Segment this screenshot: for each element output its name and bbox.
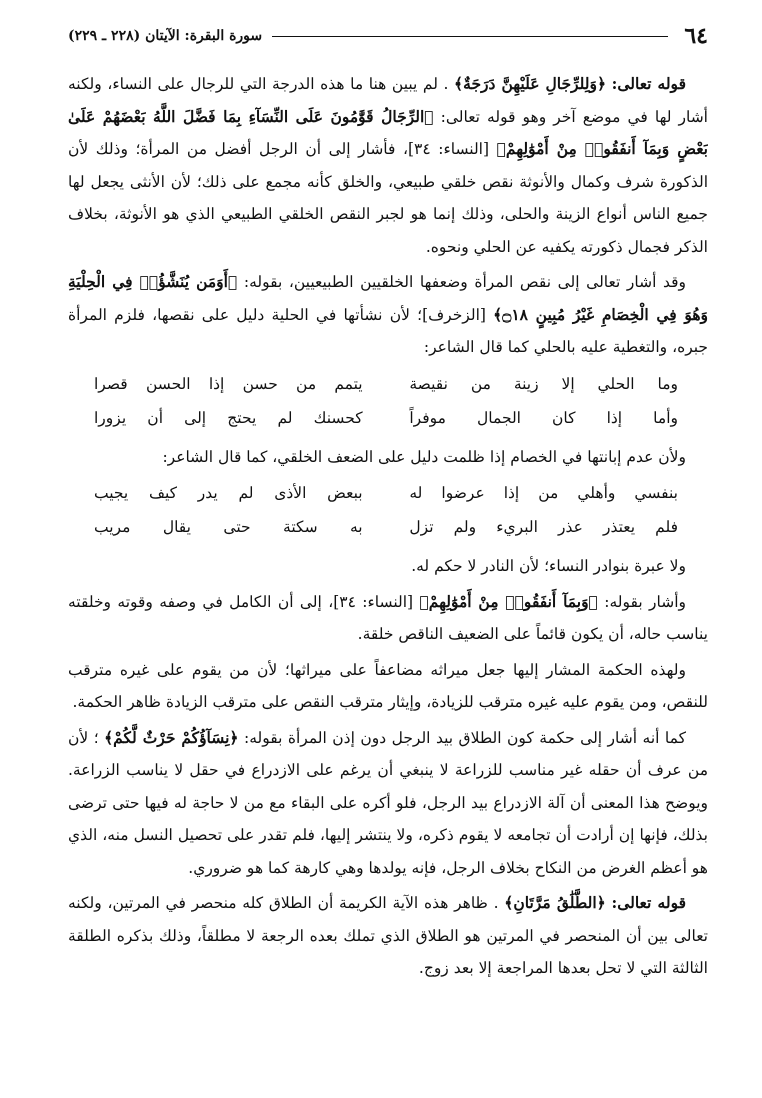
poem-verse <box>68 476 708 510</box>
verse-first-hemistich: وأما إذا كان الجمال موفراً <box>409 408 678 427</box>
paragraph-text: ولهذه الحكمة المشار إليها جعل ميراثه مضاعفاً على ميراثها؛ لأن من يقوم على غيره مترقب للنقص، ومن يقوم عليه غيره مترقب للزيادة، وإيثار مترقب النقص على مترقب الزيادة ظاهر الحكمة. <box>68 660 708 711</box>
header-rule <box>272 36 668 37</box>
quran-quote: ﴿وَبِمَآ أَنفَقُوا۟ مِنْ أَمْوَٰلِهِمْ﴾ <box>419 591 598 611</box>
paragraph-8 <box>68 887 708 985</box>
page-header <box>68 20 708 52</box>
paragraph-text: وأشار بقوله: <box>604 592 686 611</box>
page-number: ٦٤ <box>684 23 708 49</box>
paragraph-text: ؛ لأن من عرف أن حقله غير مناسب للزراعة لا ينبغي أن يرغم على الازدراع في حقل لا يناسب الزراعة. ويوضح هذا المعنى أن آلة الازدراع بيد الرجل، فلو أكره على البقاء مع من لا حاجة له فيها حتى ترضى بذلك، فإنها إن أرادت أن تجامعه لا يقوم ذكره، ولا ينتشر إليها، فلم تقدر على تحصيل النسل منه، الذي هو أعظم الغرض من النكاح بخلاف الرجل، فإنه يولدها وهي كارهة كما هو ضروري. <box>68 728 708 877</box>
paragraph-6 <box>68 654 708 719</box>
paragraph-5 <box>68 586 708 651</box>
paragraph-7 <box>68 722 708 885</box>
quran-quote: ﴿وَلِلرِّجَالِ عَلَيْهِنَّ دَرَجَةٌ﴾ <box>454 74 607 93</box>
verse-lead: قوله تعالى: <box>611 74 686 93</box>
poem-verse <box>68 510 708 544</box>
paragraph-text: . ظاهر هذه الآية الكريمة أن الطلاق كله منحصر في المرتين، ولكنه تعالى بين أن المنحصر في المرتين هو الطلاق الذي تملك بعده الرجعة لا مطلقاً، وذلك بذكره الطلقة الثالثة التي لا تحل بعدها المراجعة إلا بعد زوج. <box>68 894 708 977</box>
paragraph-text: كما أنه أشار إلى حكمة كون الطلاق بيد الرجل دون إذن المرأة بقوله: <box>243 728 686 747</box>
paragraph-text: وقد أشار تعالى إلى نقص المرأة وضعفها الخلقيين الطبيعيين، بقوله: <box>243 273 686 291</box>
verse-first-hemistich: بنفسي وأهلي من إذا عرضوا له <box>409 484 678 502</box>
verse-second-hemistich: ببعض الأذى لم يدر كيف يجيب <box>94 484 363 502</box>
poem-verse <box>68 401 708 435</box>
poem-1 <box>68 367 708 435</box>
quran-quote: ﴿الرِّجَالُ قَوَّٰمُونَ عَلَى النِّسَآءِ بِمَا فَضَّلَ اللَّهُ بَعْضَهُمْ عَلَىٰ بَعْضٍ وَبِمَآ أَنفَقُوا۟ مِنْ أَمْوَٰلِهِمْ﴾ <box>68 106 708 158</box>
quran-quote: ﴿أَوَمَن يُنَشَّؤُا۟ فِي الْحِلْيَةِ وَهُوَ فِي الْخِصَامِ غَيْرُ مُبِينٍ ۝١٨﴾ <box>68 272 708 324</box>
paragraph-2 <box>68 266 708 364</box>
paragraph-1 <box>68 68 708 263</box>
running-title: سورة البقرة: الآيتان (٢٢٨ ـ ٢٢٩) <box>68 28 263 44</box>
quran-quote: ﴿الطَّلَٰقُ مَرَّتَانِ﴾ <box>504 893 606 912</box>
paragraph-text: ولأن عدم إبانتها في الخصام إذا ظلمت دليل على الضعف الخلقي، كما قال الشاعر: <box>162 447 686 466</box>
paragraph-text: [النساء: ٣٤]، إلى أن الكامل في وصفه وقوته وخلقته يناسب حاله، أن يكون قائماً على الضعيف الناقص خلقة. <box>68 592 708 643</box>
page-body <box>68 68 708 985</box>
verse-lead: قوله تعالى: <box>611 893 686 912</box>
paragraph-4 <box>68 550 708 583</box>
verse-second-hemistich: كحسنك لم يحتج إلى أن يزورا <box>94 408 363 427</box>
paragraph-3 <box>68 441 708 474</box>
paragraph-text: [النساء: ٣٤]، فأشار إلى أن الرجل أفضل من المرأة؛ وذلك لأن الذكورة شرف وكمال والأنوثة نقص خلقي طبيعي، والخلق كأنه مجمع على ذلك؛ لأن الأنثى يجعل لها جميع الناس أنواع الزينة والحلى، وذلك إنما هو لجبر النقص الخلقي الطبيعي الذي هو الأنوثة، بخلاف الذكر فجمال ذكورته يكفيه عن الحلي ونحوه. <box>68 140 708 256</box>
paragraph-text: . لم يبين هنا ما هذه الدرجة التي للرجال على النساء، ولكنه أشار لها في موضع آخر وهو قوله تعالى: <box>68 75 708 126</box>
paragraph-text: [الزخرف]؛ لأن نشأتها في الحلية دليل على نقصها، فلزم المرأة جبره، والتغطية عليه بالحلي كما قال الشاعر: <box>68 305 708 356</box>
poem-verse <box>68 367 708 401</box>
verse-second-hemistich: يتمم من حسن إذا الحسن قصرا <box>94 374 363 393</box>
quran-quote: ﴿نِسَآؤُكُمْ حَرْثٌ لَّكُمْ﴾ <box>104 727 239 747</box>
book-page <box>68 20 708 1085</box>
verse-first-hemistich: فلم يعتذر عذر البريء ولم تزل <box>409 518 678 536</box>
poem-2 <box>68 476 708 544</box>
verse-second-hemistich: به سكتة حتى يقال مريب <box>94 518 363 536</box>
paragraph-text: ولا عبرة بنوادر النساء؛ لأن النادر لا حكم له. <box>411 557 686 575</box>
verse-first-hemistich: وما الحلي إلا زينة من نقيصة <box>409 374 678 393</box>
